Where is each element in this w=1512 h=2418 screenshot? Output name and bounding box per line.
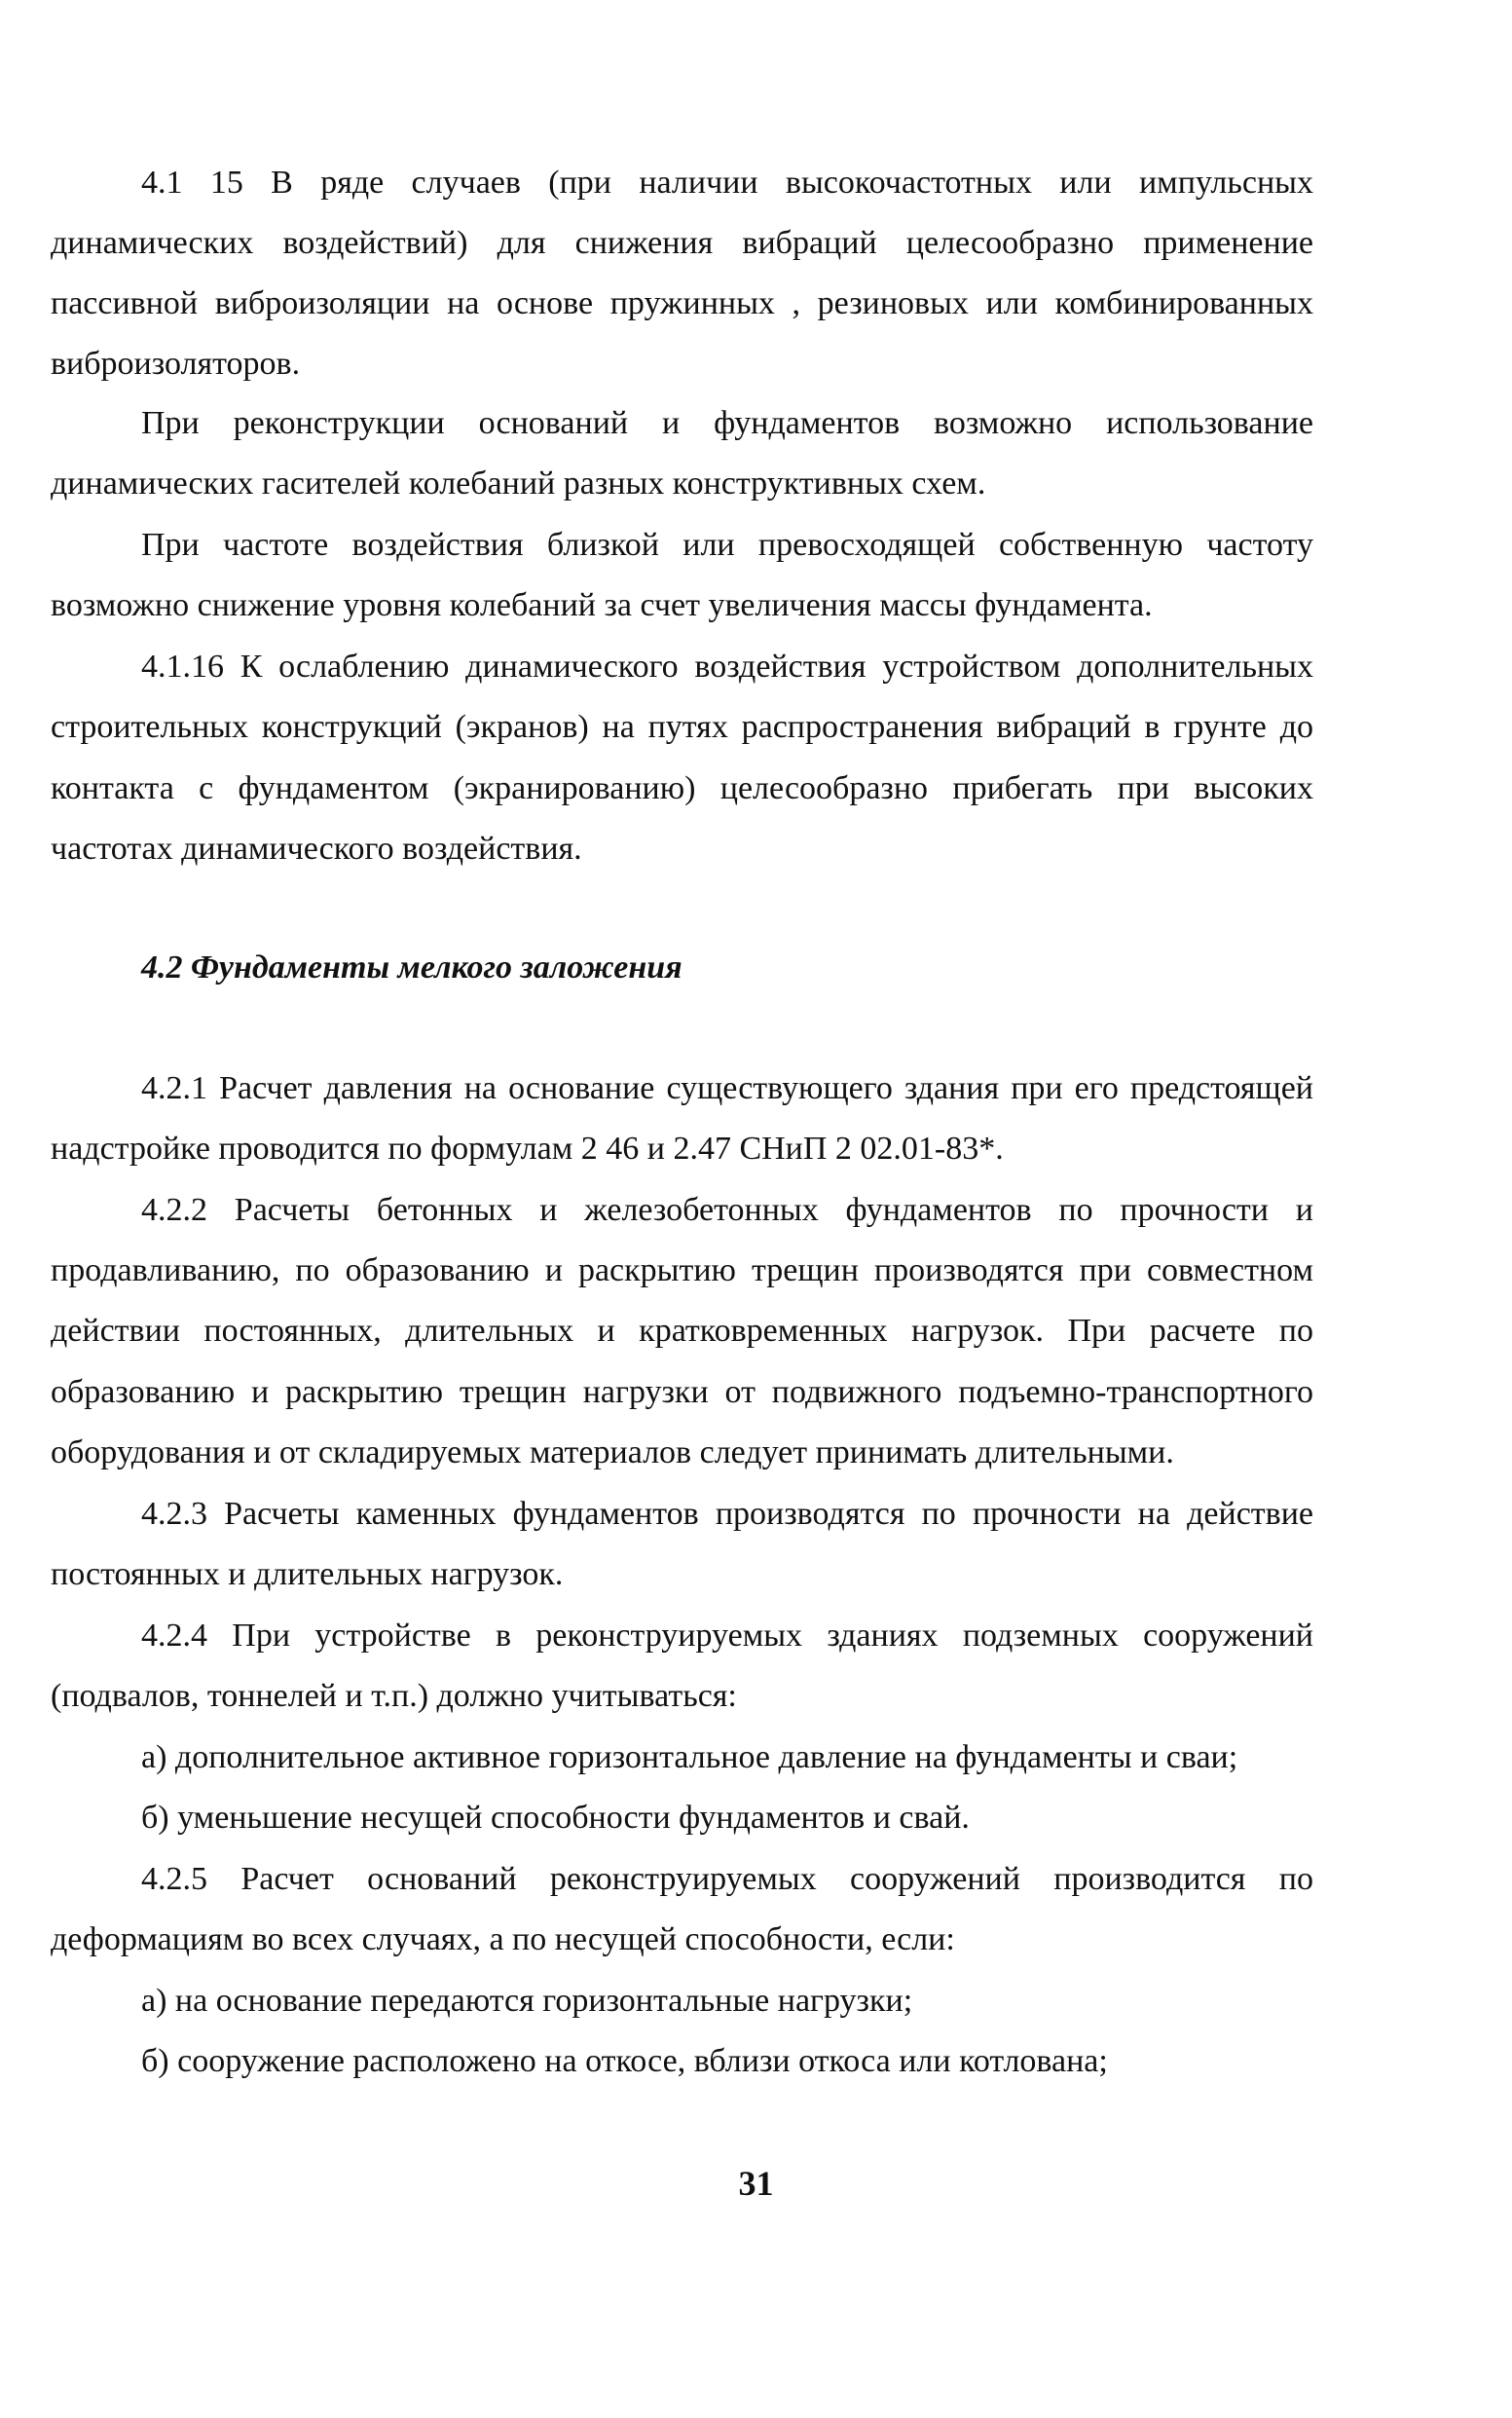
text-line: надстройке проводится по формулам 2 46 и 2.47 СНиП 2 02.01-83*. bbox=[51, 1131, 1004, 1167]
list-item: а) дополнительное активное горизонтальное давление на фундаменты и сваи; bbox=[141, 1739, 1238, 1775]
text-line: При реконструкции оснований и фундаментов возможно использование bbox=[141, 405, 1313, 441]
text-line: образованию и раскрытию трещин нагрузки от подвижного подъемно-транспортного bbox=[51, 1374, 1313, 1410]
list-item: б) сооружение расположено на откосе, вблизи откоса или котлована; bbox=[141, 2043, 1108, 2079]
text-line: строительных конструкций (экранов) на путях распространения вибраций в грунте до bbox=[51, 709, 1313, 745]
text-line: динамических гасителей колебаний разных конструктивных схем. bbox=[51, 465, 986, 502]
section-heading: 4.2 Фундаменты мелкого заложения bbox=[141, 949, 682, 986]
text-line: 4.2.1 Расчет давления на основание существующего здания при его предстоящей bbox=[141, 1070, 1313, 1106]
list-item: а) на основание передаются горизонтальные нагрузки; bbox=[141, 1983, 913, 2019]
text-line: постоянных и длительных нагрузок. bbox=[51, 1556, 564, 1592]
list-item: б) уменьшение несущей способности фундаментов и свай. bbox=[141, 1800, 970, 1836]
text-line: частотах динамического воздействия. bbox=[51, 831, 582, 867]
text-line: виброизоляторов. bbox=[51, 346, 301, 382]
text-line: деформациям во всех случаях, а по несущей способности, если: bbox=[51, 1921, 955, 1957]
text-line: (подвалов, тоннелей и т.п.) должно учитываться: bbox=[51, 1678, 737, 1714]
text-line: пассивной виброизоляции на основе пружинных , резиновых или комбинированных bbox=[51, 285, 1313, 321]
text-line: 4.2.5 Расчет оснований реконструируемых сооружений производится по bbox=[141, 1861, 1313, 1897]
page-number: 31 bbox=[738, 2164, 774, 2203]
text-line: продавливанию, по образованию и раскрытию трещин производятся при совместном bbox=[51, 1252, 1313, 1288]
text-line: контакта с фундаментом (экранированию) целесообразно прибегать при высоких bbox=[51, 770, 1313, 806]
text-line: 4.2.2 Расчеты бетонных и железобетонных фундаментов по прочности и bbox=[141, 1192, 1313, 1228]
text-line: возможно снижение уровня колебаний за счет увеличения массы фундамента. bbox=[51, 587, 1153, 623]
text-line: При частоте воздействия близкой или превосходящей собственную частоту bbox=[141, 527, 1313, 563]
text-line: динамических воздействий) для снижения вибраций целесообразно применение bbox=[51, 225, 1313, 261]
text-line: действии постоянных, длительных и кратковременных нагрузок. При расчете по bbox=[51, 1313, 1313, 1349]
text-line: 4.1.16 К ослаблению динамического воздействия устройством дополнительных bbox=[141, 649, 1313, 685]
text-line: 4.2.3 Расчеты каменных фундаментов производятся по прочности на действие bbox=[141, 1496, 1313, 1532]
text-line: 4.1 15 В ряде случаев (при наличии высокочастотных или импульсных bbox=[141, 165, 1313, 201]
text-line: оборудования и от складируемых материалов следует принимать длительными. bbox=[51, 1434, 1174, 1470]
text-line: 4.2.4 При устройстве в реконструируемых зданиях подземных сооружений bbox=[141, 1618, 1313, 1654]
